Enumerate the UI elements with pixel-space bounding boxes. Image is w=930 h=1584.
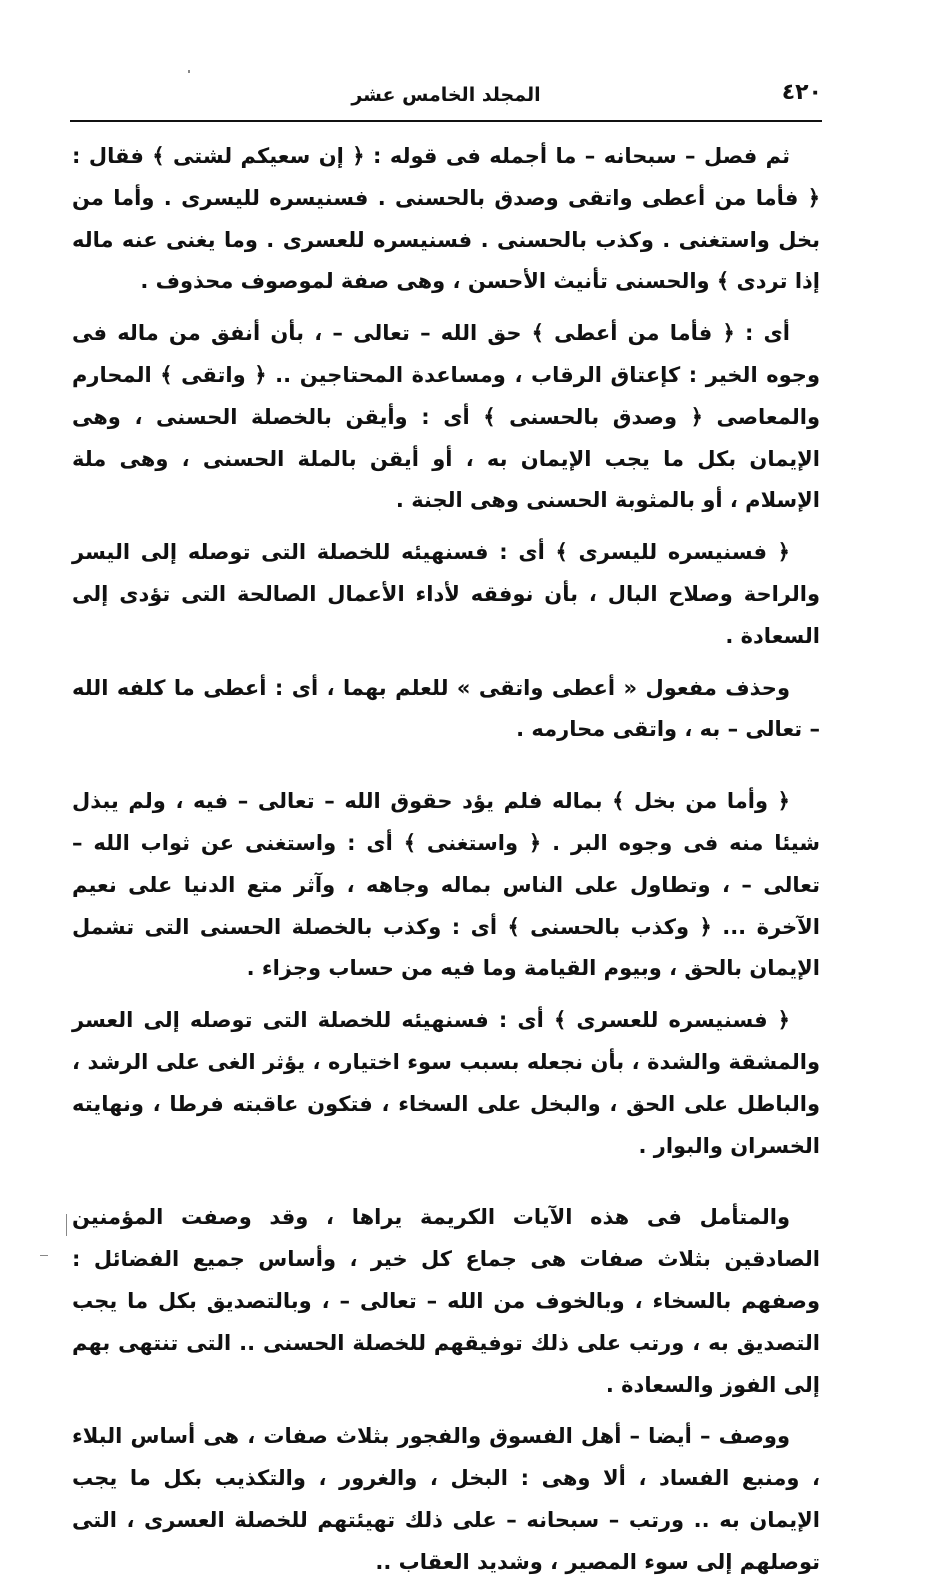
- paragraph: ﴿ فسنيسره للعسرى ﴾ أى : فسنهيئه للخصلة التى توصله إلى العسر والمشقة والشدة ، بأن نجعله بسبب سوء اختياره ، يؤثر الغى على الرشد ، والباطل على الحق ، والبخل على السخاء ، فتكون عاقبته فرطا ، ونهايته الخسران والبوار .: [72, 1008, 820, 1158]
- body-text: [72, 136, 820, 1584]
- paragraph: ﴿ فسنيسره لليسرى ﴾ أى : فسنهيئه للخصلة التى توصله إلى اليسر والراحة وصلاح البال ، بأن نوفقه لأداء الأعمال الصالحة التى تؤدى إلى السعادة .: [72, 540, 820, 648]
- paragraph: ﴿ وأما من بخل ﴾ بماله فلم يؤد حقوق الله – تعالى – فيه ، ولم يبذل شيئا منه فى وجوه البر . ﴿ واستغنى ﴾ أى : واستغنى عن ثواب الله – تعالى – ، وتطاول على الناس بماله وجاهه ، وآثر متع الدنيا على نعيم الآخرة ... ﴿ وكذب بالحسنى ﴾ أى : وكذب بالخصلة الحسنى التى تشمل الإيمان بالحق ، وبيوم القيامة وما فيه من حساب وجزاء .: [72, 789, 820, 981]
- paragraph: ووصف – أيضا – أهل الفسوق والفجور بثلاث صفات ، هى أساس البلاء ، ومنبع الفساد ، ألا وهى : البخل ، والغرور ، والتكذيب بكل ما يجب الإيمان به .. ورتب – سبحانه – على ذلك تهيئتهم للخصلة العسرى ، التى توصلهم إلى سوء المصير ، وشديد العقاب ..: [72, 1424, 820, 1574]
- running-title: المجلد الخامس عشر: [351, 84, 541, 106]
- paragraph: أى : ﴿ فأما من أعطى ﴾ حق الله – تعالى – ، بأن أنفق من ماله فى وجوه الخير : كإعتاق الرقاب ، ومساعدة المحتاجين .. ﴿ واتقى ﴾ المحارم والمعاصى ﴿ وصدق بالحسنى ﴾ أى : وأيقن بالخصلة الحسنى ، وهى الإيمان بكل ما يجب الإيمان به ، أو أيقن بالملة الحسنى ، وهى ملة الإسلام ، أو بالمثوبة الحسنى وهى الجنة .: [72, 321, 820, 513]
- paragraph: والمتأمل فى هذه الآيات الكريمة يراها ، وقد وصفت المؤمنين الصادقين بثلاث صفات هى جماع كل خير ، وأساس جميع الفضائل : وصفهم بالسخاء ، وبالخوف من الله – تعالى – ، وبالتصديق بكل ما يجب التصديق به ، ورتب على ذلك توفيقهم للخصلة الحسنى .. التى تنتهى بهم إلى الفوز والسعادة .: [72, 1205, 820, 1397]
- page-number: ٤٢٠: [781, 80, 822, 105]
- scan-speck: [40, 1255, 48, 1256]
- scan-speck: [188, 70, 190, 73]
- paragraph: ثم فصل – سبحانه – ما أجمله فى قوله : ﴿ إن سعيكم لشتى ﴾ فقال : ﴿ فأما من أعطى واتقى وصدق بالحسنى . فسنيسره لليسرى . وأما من بخل واستغنى . وكذب بالحسنى . فسنيسره للعسرى . وما يغنى عنه ماله إذا تردى ﴾ والحسنى تأنيث الأحسن ، وهى صفة لموصوف محذوف .: [72, 144, 820, 294]
- header-rule: [70, 120, 822, 122]
- page-header: [70, 74, 822, 120]
- paragraph: وحذف مفعول « أعطى واتقى » للعلم بهما ، أى : أعطى ما كلفه الله – تعالى – به ، واتقى محارمه .: [72, 675, 820, 742]
- scan-speck: [66, 1214, 67, 1236]
